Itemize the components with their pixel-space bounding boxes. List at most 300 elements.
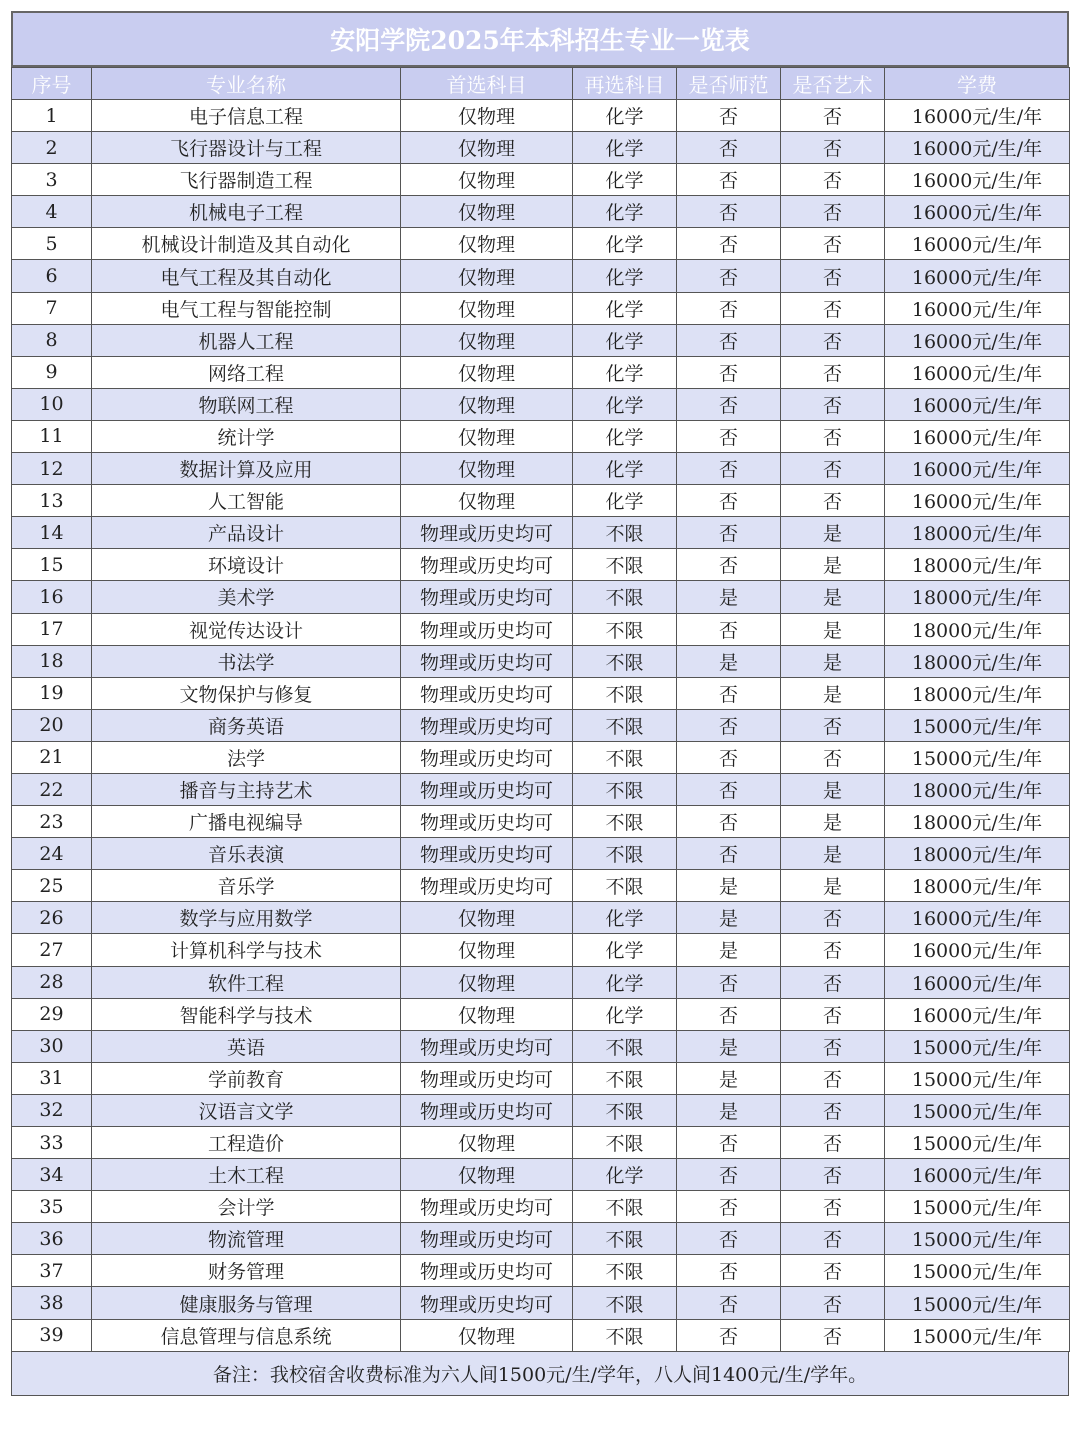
is-art-cell: 否 xyxy=(781,196,885,228)
table-row xyxy=(12,934,1070,966)
is-normal-cell: 否 xyxy=(677,164,781,196)
major-name-cell: 统计学 xyxy=(92,420,401,452)
secondary-subject-cell: 不限 xyxy=(573,613,677,645)
is-art-cell: 否 xyxy=(781,1223,885,1255)
is-art-cell: 是 xyxy=(781,806,885,838)
secondary-subject-cell: 化学 xyxy=(573,228,677,260)
row-index-cell: 10 xyxy=(12,388,92,420)
primary-subject-cell: 物理或历史均可 xyxy=(401,709,573,741)
tuition-cell: 16000元/生/年 xyxy=(885,998,1070,1030)
primary-subject-cell: 物理或历史均可 xyxy=(401,806,573,838)
tuition-cell: 18000元/生/年 xyxy=(885,677,1070,709)
row-index-cell: 9 xyxy=(12,356,92,388)
primary-subject-cell: 物理或历史均可 xyxy=(401,549,573,581)
tuition-cell: 16000元/生/年 xyxy=(885,485,1070,517)
table-row xyxy=(12,164,1070,196)
is-art-cell: 否 xyxy=(781,1319,885,1351)
major-name-cell: 计算机科学与技术 xyxy=(92,934,401,966)
tuition-cell: 15000元/生/年 xyxy=(885,1127,1070,1159)
tuition-cell: 16000元/生/年 xyxy=(885,260,1070,292)
secondary-subject-cell: 不限 xyxy=(573,838,677,870)
is-art-cell: 否 xyxy=(781,356,885,388)
major-name-cell: 视觉传达设计 xyxy=(92,613,401,645)
tuition-cell: 18000元/生/年 xyxy=(885,549,1070,581)
secondary-subject-cell: 化学 xyxy=(573,100,677,132)
is-art-cell: 否 xyxy=(781,709,885,741)
is-normal-cell: 是 xyxy=(677,645,781,677)
row-index-cell: 16 xyxy=(12,581,92,613)
tuition-cell: 15000元/生/年 xyxy=(885,1287,1070,1319)
is-normal-cell: 否 xyxy=(677,677,781,709)
secondary-subject-cell: 化学 xyxy=(573,292,677,324)
is-art-cell: 否 xyxy=(781,420,885,452)
footnote: 备注：我校宿舍收费标准为六人间1500元/生/学年，八人间1400元/生/学年。 xyxy=(11,1352,1069,1396)
is-art-cell: 是 xyxy=(781,613,885,645)
major-name-cell: 机械电子工程 xyxy=(92,196,401,228)
tuition-cell: 15000元/生/年 xyxy=(885,1030,1070,1062)
table-row xyxy=(12,1062,1070,1094)
is-normal-cell: 是 xyxy=(677,934,781,966)
secondary-subject-cell: 不限 xyxy=(573,773,677,805)
tuition-cell: 16000元/生/年 xyxy=(885,100,1070,132)
table-row xyxy=(12,806,1070,838)
secondary-subject-cell: 不限 xyxy=(573,581,677,613)
primary-subject-cell: 仅物理 xyxy=(401,132,573,164)
is-normal-cell: 否 xyxy=(677,838,781,870)
is-art-cell: 否 xyxy=(781,453,885,485)
is-art-cell: 是 xyxy=(781,838,885,870)
is-normal-cell: 是 xyxy=(677,870,781,902)
tuition-cell: 16000元/生/年 xyxy=(885,1159,1070,1191)
major-name-cell: 美术学 xyxy=(92,581,401,613)
secondary-subject-cell: 化学 xyxy=(573,485,677,517)
is-normal-cell: 是 xyxy=(677,581,781,613)
major-name-cell: 汉语言文学 xyxy=(92,1094,401,1126)
primary-subject-cell: 物理或历史均可 xyxy=(401,581,573,613)
secondary-subject-cell: 化学 xyxy=(573,966,677,998)
is-normal-cell: 否 xyxy=(677,228,781,260)
table-row xyxy=(12,1159,1070,1191)
row-index-cell: 27 xyxy=(12,934,92,966)
is-normal-cell: 否 xyxy=(677,1127,781,1159)
table-row xyxy=(12,356,1070,388)
major-name-cell: 法学 xyxy=(92,741,401,773)
row-index-cell: 23 xyxy=(12,806,92,838)
table-row xyxy=(12,1191,1070,1223)
is-normal-cell: 否 xyxy=(677,132,781,164)
table-row xyxy=(12,998,1070,1030)
majors-table xyxy=(11,67,1070,1352)
table-row xyxy=(12,870,1070,902)
is-art-cell: 否 xyxy=(781,388,885,420)
tuition-cell: 16000元/生/年 xyxy=(885,388,1070,420)
secondary-subject-cell: 不限 xyxy=(573,677,677,709)
is-normal-cell: 否 xyxy=(677,485,781,517)
row-index-cell: 32 xyxy=(12,1094,92,1126)
enrollment-table-container xyxy=(11,11,1069,1396)
primary-subject-cell: 物理或历史均可 xyxy=(401,1191,573,1223)
major-name-cell: 机器人工程 xyxy=(92,324,401,356)
row-index-cell: 3 xyxy=(12,164,92,196)
row-index-cell: 30 xyxy=(12,1030,92,1062)
is-art-cell: 否 xyxy=(781,228,885,260)
table-row xyxy=(12,517,1070,549)
primary-subject-cell: 物理或历史均可 xyxy=(401,1255,573,1287)
column-header-major: 专业名称 xyxy=(92,68,401,100)
major-name-cell: 信息管理与信息系统 xyxy=(92,1319,401,1351)
secondary-subject-cell: 化学 xyxy=(573,998,677,1030)
is-art-cell: 否 xyxy=(781,324,885,356)
primary-subject-cell: 仅物理 xyxy=(401,485,573,517)
row-index-cell: 11 xyxy=(12,420,92,452)
row-index-cell: 4 xyxy=(12,196,92,228)
table-row xyxy=(12,741,1070,773)
table-row xyxy=(12,1255,1070,1287)
is-normal-cell: 否 xyxy=(677,998,781,1030)
secondary-subject-cell: 化学 xyxy=(573,132,677,164)
secondary-subject-cell: 不限 xyxy=(573,1127,677,1159)
row-index-cell: 36 xyxy=(12,1223,92,1255)
primary-subject-cell: 物理或历史均可 xyxy=(401,1094,573,1126)
secondary-subject-cell: 化学 xyxy=(573,934,677,966)
row-index-cell: 37 xyxy=(12,1255,92,1287)
row-index-cell: 24 xyxy=(12,838,92,870)
table-row xyxy=(12,1127,1070,1159)
table-row xyxy=(12,645,1070,677)
is-art-cell: 否 xyxy=(781,1255,885,1287)
is-normal-cell: 否 xyxy=(677,1191,781,1223)
tuition-cell: 15000元/生/年 xyxy=(885,1223,1070,1255)
is-normal-cell: 否 xyxy=(677,260,781,292)
tuition-cell: 16000元/生/年 xyxy=(885,228,1070,260)
secondary-subject-cell: 化学 xyxy=(573,260,677,292)
table-row xyxy=(12,838,1070,870)
row-index-cell: 21 xyxy=(12,741,92,773)
table-row xyxy=(12,100,1070,132)
primary-subject-cell: 物理或历史均可 xyxy=(401,645,573,677)
is-art-cell: 否 xyxy=(781,934,885,966)
is-normal-cell: 否 xyxy=(677,1287,781,1319)
is-art-cell: 否 xyxy=(781,260,885,292)
major-name-cell: 智能科学与技术 xyxy=(92,998,401,1030)
tuition-cell: 16000元/生/年 xyxy=(885,164,1070,196)
major-name-cell: 书法学 xyxy=(92,645,401,677)
column-header-tuition: 学费 xyxy=(885,68,1070,100)
primary-subject-cell: 仅物理 xyxy=(401,164,573,196)
column-header-is-art: 是否艺术 xyxy=(781,68,885,100)
row-index-cell: 19 xyxy=(12,677,92,709)
tuition-cell: 16000元/生/年 xyxy=(885,356,1070,388)
is-normal-cell: 否 xyxy=(677,613,781,645)
row-index-cell: 22 xyxy=(12,773,92,805)
row-index-cell: 26 xyxy=(12,902,92,934)
tuition-cell: 16000元/生/年 xyxy=(885,292,1070,324)
is-normal-cell: 否 xyxy=(677,388,781,420)
primary-subject-cell: 仅物理 xyxy=(401,260,573,292)
table-row xyxy=(12,260,1070,292)
primary-subject-cell: 物理或历史均可 xyxy=(401,773,573,805)
primary-subject-cell: 仅物理 xyxy=(401,1319,573,1351)
is-normal-cell: 否 xyxy=(677,741,781,773)
tuition-cell: 18000元/生/年 xyxy=(885,870,1070,902)
table-row xyxy=(12,613,1070,645)
is-normal-cell: 否 xyxy=(677,773,781,805)
secondary-subject-cell: 不限 xyxy=(573,1062,677,1094)
tuition-cell: 16000元/生/年 xyxy=(885,420,1070,452)
is-art-cell: 否 xyxy=(781,132,885,164)
table-row xyxy=(12,324,1070,356)
tuition-cell: 15000元/生/年 xyxy=(885,1062,1070,1094)
table-row xyxy=(12,581,1070,613)
primary-subject-cell: 仅物理 xyxy=(401,1159,573,1191)
table-row xyxy=(12,453,1070,485)
is-normal-cell: 否 xyxy=(677,549,781,581)
table-row xyxy=(12,549,1070,581)
major-name-cell: 电气工程与智能控制 xyxy=(92,292,401,324)
tuition-cell: 15000元/生/年 xyxy=(885,1255,1070,1287)
table-row xyxy=(12,1319,1070,1351)
primary-subject-cell: 物理或历史均可 xyxy=(401,613,573,645)
row-index-cell: 2 xyxy=(12,132,92,164)
secondary-subject-cell: 不限 xyxy=(573,1094,677,1126)
primary-subject-cell: 仅物理 xyxy=(401,453,573,485)
secondary-subject-cell: 不限 xyxy=(573,1255,677,1287)
tuition-cell: 16000元/生/年 xyxy=(885,902,1070,934)
is-art-cell: 否 xyxy=(781,966,885,998)
is-normal-cell: 否 xyxy=(677,966,781,998)
table-title: 安阳学院2025年本科招生专业一览表 xyxy=(11,11,1069,67)
row-index-cell: 38 xyxy=(12,1287,92,1319)
row-index-cell: 35 xyxy=(12,1191,92,1223)
is-art-cell: 是 xyxy=(781,870,885,902)
major-name-cell: 商务英语 xyxy=(92,709,401,741)
major-name-cell: 机械设计制造及其自动化 xyxy=(92,228,401,260)
is-normal-cell: 否 xyxy=(677,356,781,388)
tuition-cell: 15000元/生/年 xyxy=(885,709,1070,741)
secondary-subject-cell: 不限 xyxy=(573,1319,677,1351)
major-name-cell: 环境设计 xyxy=(92,549,401,581)
secondary-subject-cell: 不限 xyxy=(573,645,677,677)
table-row xyxy=(12,388,1070,420)
primary-subject-cell: 仅物理 xyxy=(401,292,573,324)
tuition-cell: 18000元/生/年 xyxy=(885,838,1070,870)
secondary-subject-cell: 化学 xyxy=(573,324,677,356)
primary-subject-cell: 仅物理 xyxy=(401,934,573,966)
column-header-primary-subject: 首选科目 xyxy=(401,68,573,100)
secondary-subject-cell: 不限 xyxy=(573,1191,677,1223)
table-row xyxy=(12,677,1070,709)
row-index-cell: 29 xyxy=(12,998,92,1030)
major-name-cell: 人工智能 xyxy=(92,485,401,517)
table-row xyxy=(12,132,1070,164)
tuition-cell: 16000元/生/年 xyxy=(885,196,1070,228)
primary-subject-cell: 仅物理 xyxy=(401,196,573,228)
tuition-cell: 16000元/生/年 xyxy=(885,453,1070,485)
is-art-cell: 是 xyxy=(781,677,885,709)
primary-subject-cell: 仅物理 xyxy=(401,902,573,934)
primary-subject-cell: 仅物理 xyxy=(401,388,573,420)
table-row xyxy=(12,966,1070,998)
secondary-subject-cell: 不限 xyxy=(573,1223,677,1255)
row-index-cell: 25 xyxy=(12,870,92,902)
secondary-subject-cell: 不限 xyxy=(573,549,677,581)
is-art-cell: 是 xyxy=(781,549,885,581)
major-name-cell: 物流管理 xyxy=(92,1223,401,1255)
major-name-cell: 工程造价 xyxy=(92,1127,401,1159)
secondary-subject-cell: 不限 xyxy=(573,709,677,741)
secondary-subject-cell: 化学 xyxy=(573,196,677,228)
row-index-cell: 12 xyxy=(12,453,92,485)
secondary-subject-cell: 不限 xyxy=(573,741,677,773)
is-normal-cell: 否 xyxy=(677,196,781,228)
major-name-cell: 飞行器制造工程 xyxy=(92,164,401,196)
primary-subject-cell: 仅物理 xyxy=(401,356,573,388)
is-normal-cell: 否 xyxy=(677,517,781,549)
row-index-cell: 28 xyxy=(12,966,92,998)
is-normal-cell: 是 xyxy=(677,1030,781,1062)
major-name-cell: 财务管理 xyxy=(92,1255,401,1287)
row-index-cell: 13 xyxy=(12,485,92,517)
primary-subject-cell: 物理或历史均可 xyxy=(401,1062,573,1094)
column-header-index: 序号 xyxy=(12,68,92,100)
is-normal-cell: 否 xyxy=(677,292,781,324)
is-normal-cell: 否 xyxy=(677,806,781,838)
secondary-subject-cell: 不限 xyxy=(573,1287,677,1319)
is-art-cell: 否 xyxy=(781,1094,885,1126)
table-row xyxy=(12,773,1070,805)
is-art-cell: 是 xyxy=(781,517,885,549)
is-art-cell: 否 xyxy=(781,1191,885,1223)
tuition-cell: 18000元/生/年 xyxy=(885,517,1070,549)
row-index-cell: 33 xyxy=(12,1127,92,1159)
tuition-cell: 16000元/生/年 xyxy=(885,132,1070,164)
table-row xyxy=(12,1287,1070,1319)
major-name-cell: 音乐学 xyxy=(92,870,401,902)
tuition-cell: 18000元/生/年 xyxy=(885,613,1070,645)
table-row xyxy=(12,1094,1070,1126)
major-name-cell: 产品设计 xyxy=(92,517,401,549)
major-name-cell: 播音与主持艺术 xyxy=(92,773,401,805)
major-name-cell: 广播电视编导 xyxy=(92,806,401,838)
is-normal-cell: 否 xyxy=(677,1159,781,1191)
secondary-subject-cell: 不限 xyxy=(573,1030,677,1062)
row-index-cell: 20 xyxy=(12,709,92,741)
tuition-cell: 15000元/生/年 xyxy=(885,1094,1070,1126)
table-row xyxy=(12,1030,1070,1062)
secondary-subject-cell: 化学 xyxy=(573,902,677,934)
primary-subject-cell: 物理或历史均可 xyxy=(401,1287,573,1319)
is-art-cell: 否 xyxy=(781,1159,885,1191)
is-art-cell: 否 xyxy=(781,164,885,196)
secondary-subject-cell: 不限 xyxy=(573,517,677,549)
table-row xyxy=(12,485,1070,517)
is-normal-cell: 是 xyxy=(677,1094,781,1126)
header-row xyxy=(12,68,1070,100)
primary-subject-cell: 仅物理 xyxy=(401,1127,573,1159)
secondary-subject-cell: 化学 xyxy=(573,164,677,196)
primary-subject-cell: 物理或历史均可 xyxy=(401,677,573,709)
tuition-cell: 16000元/生/年 xyxy=(885,324,1070,356)
column-header-secondary-subject: 再选科目 xyxy=(573,68,677,100)
is-normal-cell: 否 xyxy=(677,453,781,485)
tuition-cell: 18000元/生/年 xyxy=(885,645,1070,677)
tuition-cell: 16000元/生/年 xyxy=(885,966,1070,998)
table-row xyxy=(12,228,1070,260)
row-index-cell: 6 xyxy=(12,260,92,292)
is-art-cell: 否 xyxy=(781,1062,885,1094)
table-row xyxy=(12,292,1070,324)
tuition-cell: 15000元/生/年 xyxy=(885,1319,1070,1351)
secondary-subject-cell: 化学 xyxy=(573,1159,677,1191)
primary-subject-cell: 仅物理 xyxy=(401,228,573,260)
major-name-cell: 电气工程及其自动化 xyxy=(92,260,401,292)
major-name-cell: 数据计算及应用 xyxy=(92,453,401,485)
is-normal-cell: 否 xyxy=(677,324,781,356)
row-index-cell: 15 xyxy=(12,549,92,581)
row-index-cell: 14 xyxy=(12,517,92,549)
tuition-cell: 15000元/生/年 xyxy=(885,1191,1070,1223)
major-name-cell: 飞行器设计与工程 xyxy=(92,132,401,164)
tuition-cell: 18000元/生/年 xyxy=(885,806,1070,838)
primary-subject-cell: 物理或历史均可 xyxy=(401,1030,573,1062)
is-art-cell: 否 xyxy=(781,1127,885,1159)
row-index-cell: 7 xyxy=(12,292,92,324)
table-body xyxy=(12,100,1070,1352)
is-art-cell: 否 xyxy=(781,1030,885,1062)
major-name-cell: 文物保护与修复 xyxy=(92,677,401,709)
row-index-cell: 31 xyxy=(12,1062,92,1094)
row-index-cell: 17 xyxy=(12,613,92,645)
primary-subject-cell: 仅物理 xyxy=(401,966,573,998)
primary-subject-cell: 物理或历史均可 xyxy=(401,870,573,902)
secondary-subject-cell: 不限 xyxy=(573,870,677,902)
is-art-cell: 否 xyxy=(781,741,885,773)
secondary-subject-cell: 化学 xyxy=(573,420,677,452)
major-name-cell: 物联网工程 xyxy=(92,388,401,420)
secondary-subject-cell: 不限 xyxy=(573,806,677,838)
is-art-cell: 是 xyxy=(781,581,885,613)
row-index-cell: 39 xyxy=(12,1319,92,1351)
tuition-cell: 16000元/生/年 xyxy=(885,934,1070,966)
is-art-cell: 否 xyxy=(781,485,885,517)
table-row xyxy=(12,420,1070,452)
table-row xyxy=(12,196,1070,228)
major-name-cell: 数学与应用数学 xyxy=(92,902,401,934)
is-normal-cell: 否 xyxy=(677,709,781,741)
is-art-cell: 否 xyxy=(781,1287,885,1319)
is-normal-cell: 是 xyxy=(677,902,781,934)
secondary-subject-cell: 化学 xyxy=(573,356,677,388)
is-art-cell: 否 xyxy=(781,292,885,324)
major-name-cell: 音乐表演 xyxy=(92,838,401,870)
is-normal-cell: 否 xyxy=(677,100,781,132)
primary-subject-cell: 物理或历史均可 xyxy=(401,741,573,773)
secondary-subject-cell: 化学 xyxy=(573,453,677,485)
major-name-cell: 会计学 xyxy=(92,1191,401,1223)
primary-subject-cell: 仅物理 xyxy=(401,324,573,356)
is-normal-cell: 否 xyxy=(677,1319,781,1351)
primary-subject-cell: 仅物理 xyxy=(401,100,573,132)
is-art-cell: 是 xyxy=(781,773,885,805)
row-index-cell: 34 xyxy=(12,1159,92,1191)
is-normal-cell: 是 xyxy=(677,1062,781,1094)
is-normal-cell: 否 xyxy=(677,420,781,452)
primary-subject-cell: 物理或历史均可 xyxy=(401,517,573,549)
is-art-cell: 否 xyxy=(781,902,885,934)
major-name-cell: 软件工程 xyxy=(92,966,401,998)
row-index-cell: 5 xyxy=(12,228,92,260)
secondary-subject-cell: 化学 xyxy=(573,388,677,420)
